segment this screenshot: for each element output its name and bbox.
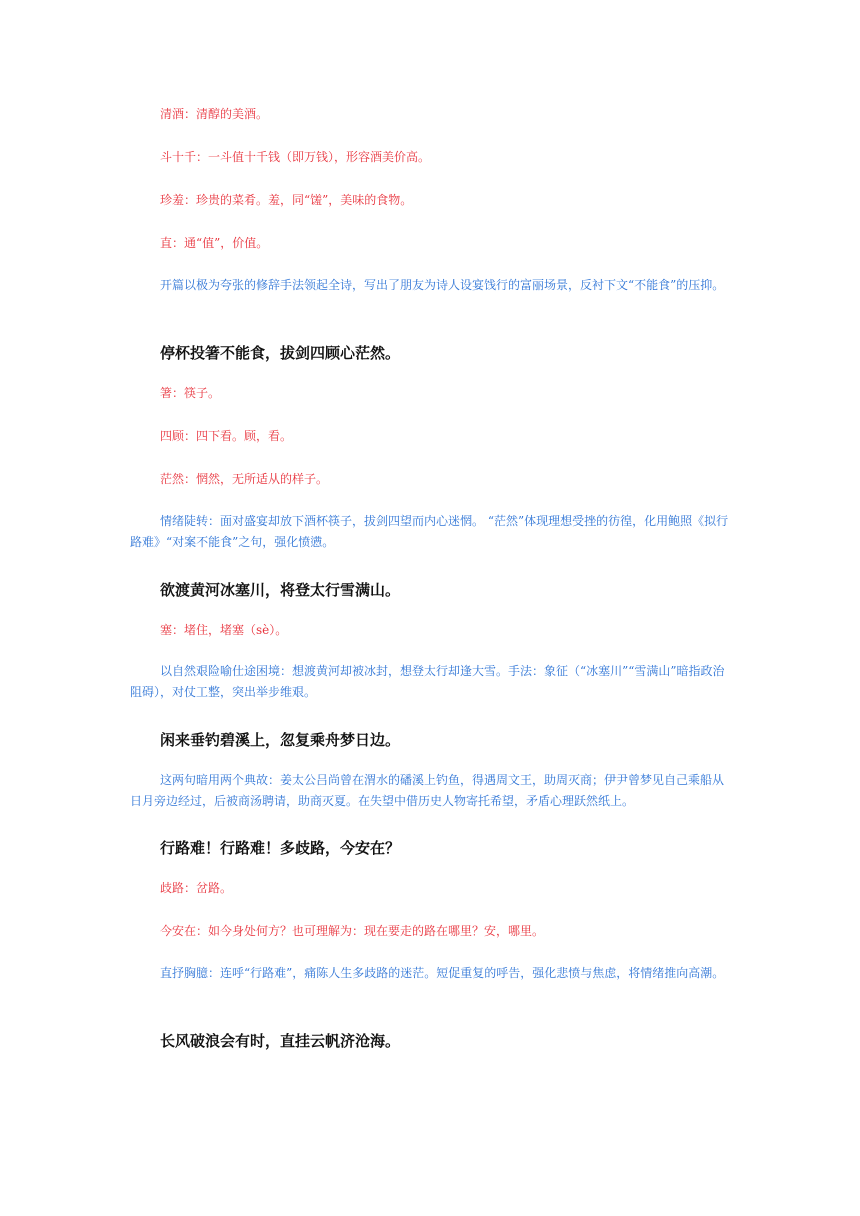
verse-line-xianlai: 闲来垂钓碧溪上，忽复乘舟梦日边。 bbox=[160, 731, 401, 749]
annotation-zhenxiu: 珍羞：珍贵的菜肴。羞，同“馐”，美味的食物。 bbox=[160, 193, 413, 207]
analysis-natural-hardship: 以自然艰险喻仕途困境：想渡黄河却被冰封，想登太行却逢大雪。手法：象征（“冰塞川”“雪满山”暗指政治阻碍），对仗工整，突出举步维艰。 bbox=[130, 664, 725, 699]
annotation-zhu: 箸：筷子。 bbox=[160, 386, 221, 400]
verse-line-xinglunan: 行路难！行路难！多歧路，今安在？ bbox=[160, 839, 401, 857]
annotation-qingjiu: 清酒：清醇的美酒。 bbox=[160, 107, 269, 121]
verse-line-changfeng: 长风破浪会有时，直挂云帆济沧海。 bbox=[160, 1032, 401, 1050]
analysis-allusions: 这两句暗用两个典故：姜太公吕尚曾在渭水的磻溪上钓鱼，得遇周文王，助周灭商；伊尹曾梦见自己乘船从日月旁边经过，后被商汤聘请，助商灭夏。在失望中借历史人物寄托希望，矛盾心理跃然纸上。 bbox=[130, 773, 725, 808]
analysis-emotion-shift: 情绪陡转：面对盛宴却放下酒杯筷子，拔剑四望而内心迷惘。 “茫然”体现理想受挫的彷徨，化用鲍照《拟行路难》“对案不能食”之句，强化愤懑。 bbox=[130, 514, 729, 549]
annotation-sigu: 四顾：四下看。顾，看。 bbox=[160, 429, 293, 443]
annotation-jinanzai: 今安在：如今身处何方？也可理解为：现在要走的路在哪里？安，哪里。 bbox=[160, 924, 545, 938]
verse-line-tingbei: 停杯投箸不能食，拔剑四顾心茫然。 bbox=[160, 344, 401, 362]
annotation-mangran: 茫然：惘然，无所适从的样子。 bbox=[160, 472, 329, 486]
annotation-doushiqian: 斗十千：一斗值十千钱（即万钱），形容酒美价高。 bbox=[160, 150, 431, 164]
verse-line-yudu: 欲渡黄河冰塞川，将登太行雪满山。 bbox=[160, 581, 401, 599]
analysis-opening: 开篇以极为夸张的修辞手法领起全诗，写出了朋友为诗人设宴饯行的富丽场景，反衬下文“不能食”的压抑。 bbox=[160, 278, 725, 292]
annotation-se: 塞：堵住，堵塞（sè）。 bbox=[160, 623, 288, 637]
annotation-qilu: 歧路：岔路。 bbox=[160, 881, 233, 895]
annotation-zhi: 直：通“值”，价值。 bbox=[160, 236, 269, 250]
analysis-direct-expression: 直抒胸臆：连呼“行路难”，痛陈人生多歧路的迷茫。短促重复的呼告，强化悲愤与焦虑，将情绪推向高潮。 bbox=[160, 966, 725, 980]
